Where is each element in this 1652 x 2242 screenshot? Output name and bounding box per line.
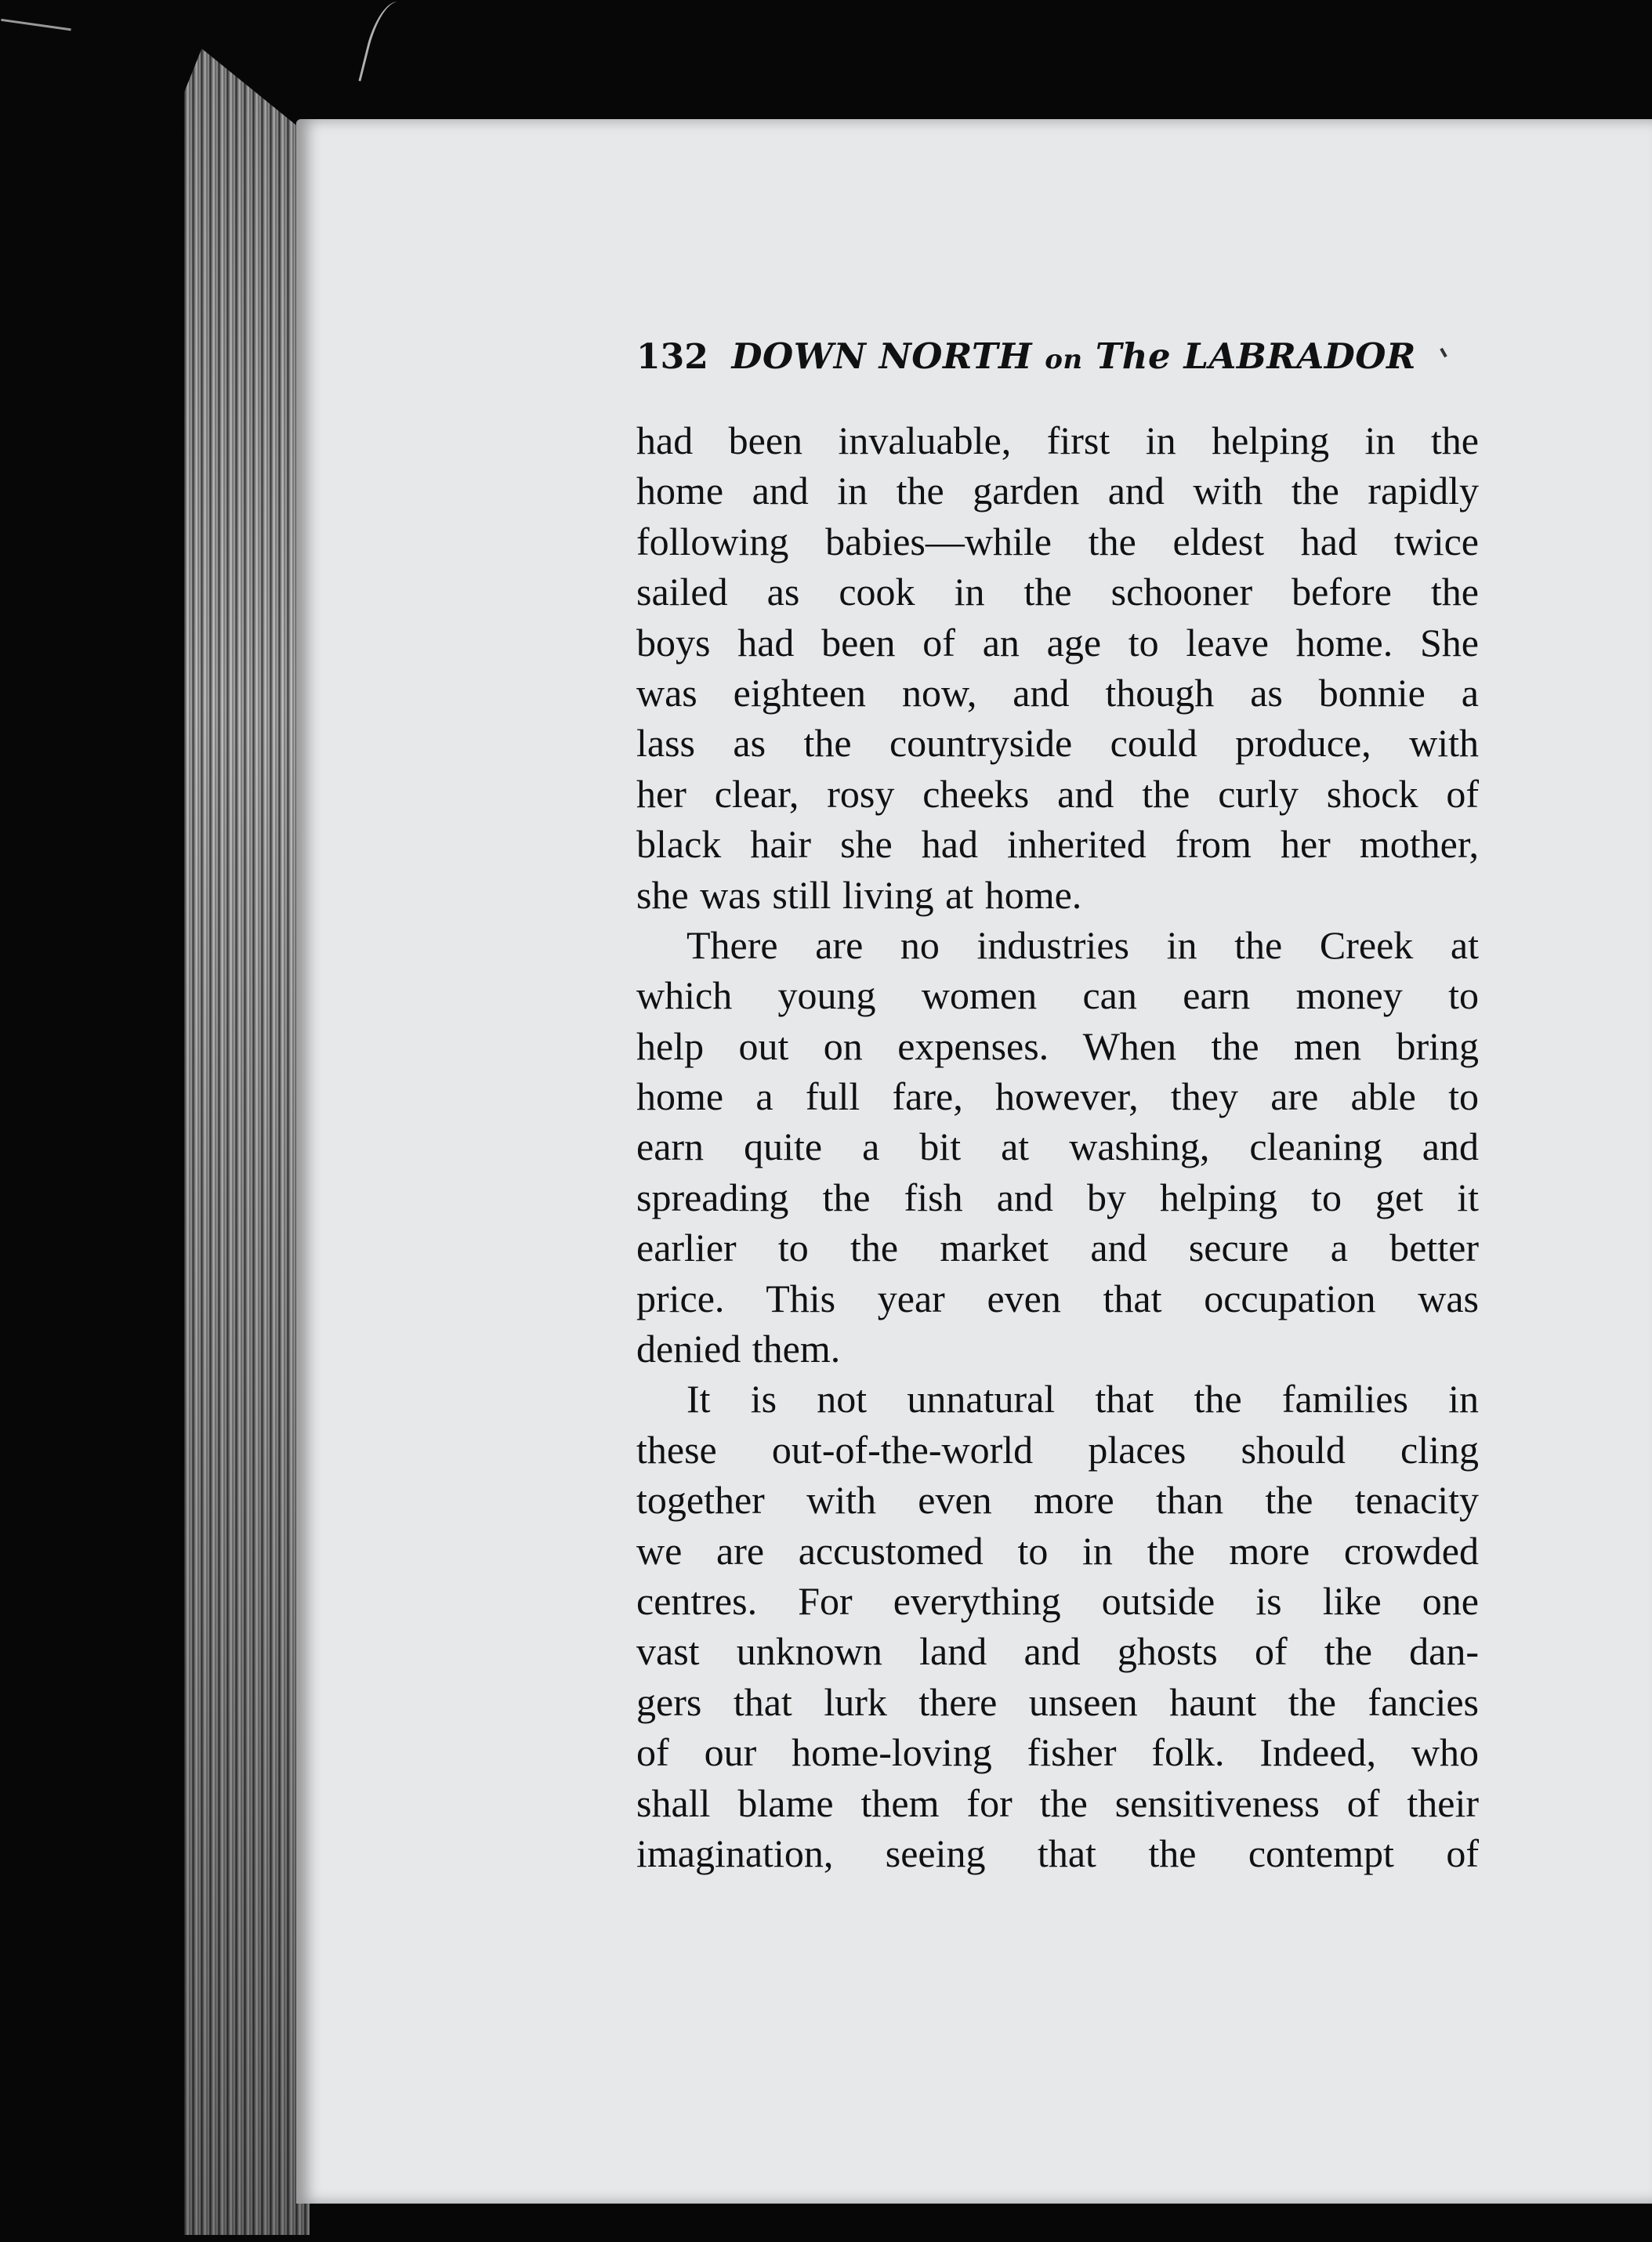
book-title xyxy=(732,335,1416,377)
text-line: spreading the fish and by helping to get it xyxy=(636,1175,1479,1219)
text-line: her clear, rosy cheeks and the curly shock of xyxy=(636,771,1479,816)
book-title-word: DOWN xyxy=(731,335,867,377)
page-number: 132 xyxy=(636,337,708,377)
text-line: vast unknown land and ghosts of the dan- xyxy=(636,1629,1479,1674)
text-line: earn quite a bit at washing, cleaning and xyxy=(636,1125,1479,1169)
text-line: shall blame them for the sensitiveness of their xyxy=(636,1780,1479,1825)
text-line: lass as the countryside could produce, with xyxy=(636,721,1479,766)
paragraph xyxy=(636,415,1479,920)
text-line: imagination, seeing that the contempt of xyxy=(636,1831,1479,1875)
paragraph xyxy=(636,1374,1479,1878)
text-line: these out-of-the-world places should cling xyxy=(636,1427,1479,1472)
text-line: of our home-loving fisher folk. Indeed, who xyxy=(636,1730,1479,1775)
text-line: following babies—while the eldest had twice xyxy=(636,519,1479,563)
text-line: sailed as cook in the schooner before the xyxy=(636,570,1479,614)
text-line: was eighteen now, and though as bonnie a xyxy=(636,670,1479,715)
text-line: gers that lurk there unseen haunt the fancies xyxy=(636,1679,1479,1724)
book-title-word: The xyxy=(1095,335,1172,377)
book-title-word: on xyxy=(1045,344,1083,375)
text-line: home a full fare, however, they are able to xyxy=(636,1074,1479,1119)
text-line: had been invaluable, first in helping in the xyxy=(636,418,1479,462)
text-line: help out on expenses. When the men bring xyxy=(636,1023,1479,1068)
text-line: boys had been of an age to leave home. She xyxy=(636,620,1479,665)
page-edges xyxy=(184,49,310,2235)
text-line: There are no industries in the Creek at xyxy=(687,922,1479,967)
text-line: home and in the garden and with the rapidly xyxy=(636,469,1479,513)
text-line: we are accustomed to in the more crowded xyxy=(636,1528,1479,1573)
text-line: centres. For everything outside is like one xyxy=(636,1578,1479,1623)
text-line: she was still living at home. xyxy=(636,872,1082,917)
film-scratch-mark xyxy=(358,0,411,89)
text-line: earlier to the market and secure a better xyxy=(636,1226,1479,1270)
film-scratch-mark xyxy=(0,19,71,42)
book-title-word: NORTH xyxy=(879,335,1033,377)
text-line: black hair she had inherited from her mother, xyxy=(636,822,1479,867)
text-line: price. This year even that occupation was xyxy=(636,1276,1479,1320)
text-line: It is not unnatural that the families in xyxy=(687,1377,1479,1422)
running-head xyxy=(636,329,1483,387)
book-title-word: LABRADOR xyxy=(1183,335,1416,377)
body-text xyxy=(636,415,1479,1878)
text-line: which young women can earn money to xyxy=(636,973,1479,1018)
text-line: denied them. xyxy=(636,1327,841,1371)
paragraph xyxy=(636,920,1479,1375)
text-line: together with even more than the tenacity xyxy=(636,1478,1479,1523)
